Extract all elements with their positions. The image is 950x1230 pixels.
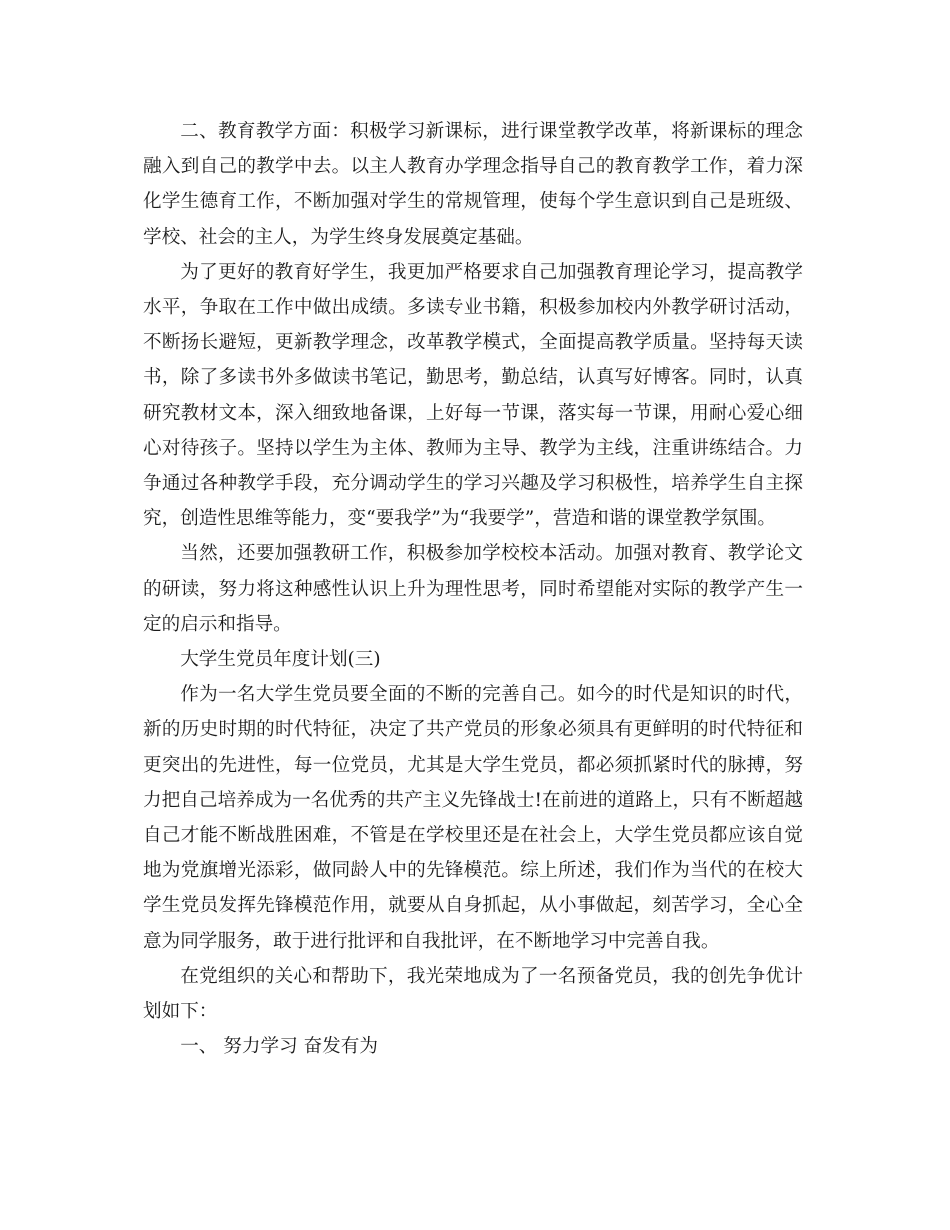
list-item-heading: 一、 努力学习 奋发有为 bbox=[180, 1036, 378, 1058]
paragraph-party-member: 作为一名大学生党员要全面的不断的完善自己。如今的时代是知识的时代，新的历史时期的时代特征，决定了共产党员的形象必须具有更鲜明的时代特征和更突出的先进性，每一位党员，尤其是大学生党员，都必须抓紧时代的脉搏，努力把自己培养成为一名优秀的共产主义先锋战士!在前进的道路上，只有不断超越自己才能不断战胜困难，不管是在学校里还是在社会上，大学生党员都应该自觉地为党旗增光添彩，做同龄人中的先锋模范。综上所述，我们作为当代的在校大学生党员发挥先锋模范作用，就要从自身抓起，从小事做起，刻苦学习，全心全意为同学服务，敢于进行批评和自我批评，在不断地学习中完善自我。 bbox=[143, 684, 803, 952]
section-heading: 大学生党员年度计划(三) bbox=[180, 649, 381, 671]
paragraph-plan-intro: 在党组织的关心和帮助下，我光荣地成为了一名预备党员，我的创先争优计划如下： bbox=[143, 965, 803, 1023]
paragraph-teaching-aspect: 二、教育教学方面：积极学习新课标，进行课堂教学改革，将新课标的理念融入到自己的教学中去。以主人教育办学理念指导自己的教育教学工作，着力深化学生德育工作，不断加强对学生的常规管理，使每个学生意识到自己是班级、学校、社会的主人，为学生终身发展奠定基础。 bbox=[143, 121, 803, 248]
document-body bbox=[143, 114, 803, 1064]
paragraph-better-education: 为了更好的教育好学生，我更加严格要求自己加强教育理论学习，提高教学水平，争取在工作中做出成绩。多读专业书籍，积极参加校内外教学研讨活动，不断扬长避短，更新教学理念，改革教学模式，全面提高教学质量。坚持每天读书，除了多读书外多做读书笔记，勤思考，勤总结，认真写好博客。同时，认真研究教材文本，深入细致地备课，上好每一节课，落实每一节课，用耐心爱心细心对待孩子。坚持以学生为主体、教师为主导、教学为主线，注重讲练结合。力争通过各种教学手段，充分调动学生的学习兴趣及学习积极性，培养学生自主探究，创造性思维等能力，变“要我学”为“我要学”，营造和谐的课堂教学氛围。 bbox=[143, 261, 803, 530]
paragraph-teaching-research: 当然，还要加强教研工作，积极参加学校校本活动。加强对教育、教学论文的研读，努力将这种感性认识上升为理性思考，同时希望能对实际的教学产生一定的启示和指导。 bbox=[143, 543, 803, 635]
